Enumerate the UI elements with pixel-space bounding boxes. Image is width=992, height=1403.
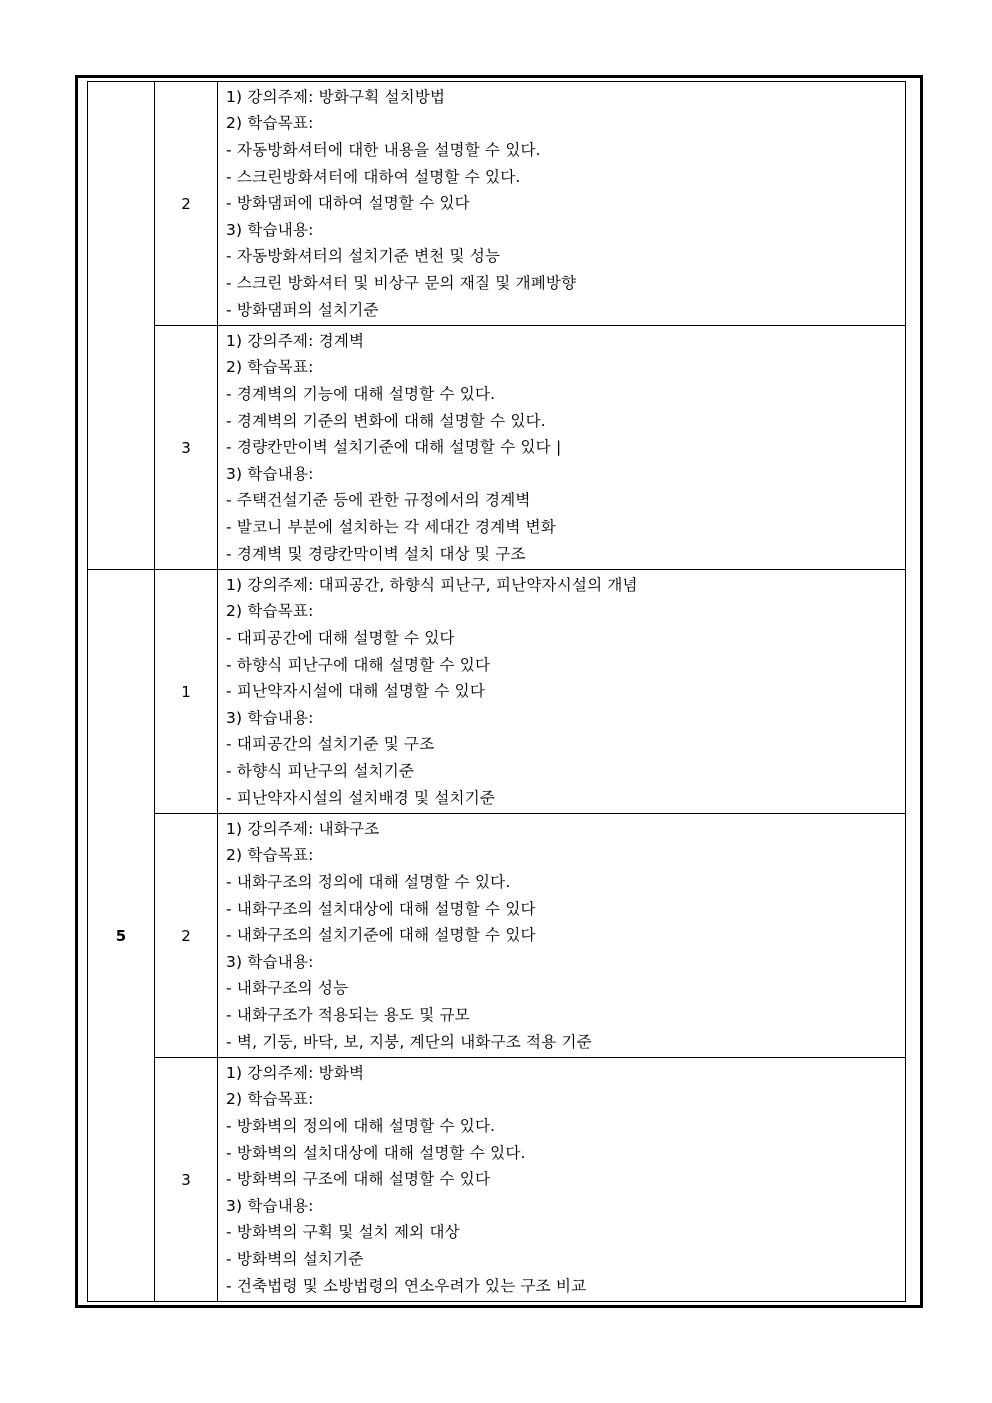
content-line: - 피난약자시설의 설치배경 및 설치기준 [226,788,496,807]
content-line: 2) 학습목표: [226,358,314,377]
syllabus-table-body [88,82,906,1302]
session-number-cell: 2 [155,814,218,1058]
session-content-cell [218,326,906,570]
content-line: 3) 학습내용: [226,708,314,727]
table-row [88,814,906,1058]
week-number-cell: 5 [88,570,155,1302]
content-line: - 내화구조의 설치기준에 대해 설명할 수 있다 [226,926,536,945]
content-line: - 내화구조의 설치대상에 대해 설명할 수 있다 [226,899,536,918]
content-line: - 자동방화셔터에 대한 내용을 설명할 수 있다. [226,141,541,160]
content-line: - 스크린 방화셔터 및 비상구 문의 재질 및 개폐방향 [226,273,577,292]
content-line: - 경계벽의 기준의 변화에 대해 설명할 수 있다. [226,411,546,430]
content-line: - 벽, 기둥, 바닥, 보, 지붕, 계단의 내화구조 적용 기준 [226,1032,592,1051]
syllabus-table [87,81,906,1302]
content-line: 2) 학습목표: [226,1090,314,1109]
content-line: - 경량칸만이벽 설치기준에 대해 설명할 수 있다 | [226,438,562,457]
content-line: - 주택건설기준 등에 관한 규정에서의 경계벽 [226,491,531,510]
content-line: 1) 강의주제: 대피공간, 하향식 피난구, 피난약자시설의 개념 [226,575,638,594]
session-number-cell: 3 [155,1058,218,1302]
session-content-cell [218,82,906,326]
content-line: - 대피공간의 설치기준 및 구조 [226,735,435,754]
content-line: 2) 학습목표: [226,846,314,865]
content-line: - 대피공간에 대해 설명할 수 있다 [226,629,455,648]
document-frame [75,75,923,1308]
content-line: - 방화벽의 구획 및 설치 제외 대상 [226,1223,460,1242]
week-number-cell [88,82,155,570]
content-line: - 발코니 부분에 설치하는 각 세대간 경계벽 변화 [226,517,556,536]
content-line: - 내화구조의 정의에 대해 설명할 수 있다. [226,873,511,892]
content-line: 3) 학습내용: [226,952,314,971]
content-line: 1) 강의주제: 방화벽 [226,1063,365,1082]
content-line: - 내화구조의 성능 [226,979,349,998]
session-number-cell: 1 [155,570,218,814]
content-line: 1) 강의주제: 방화구획 설치방법 [226,87,446,106]
content-line: 3) 학습내용: [226,1196,314,1215]
content-line: - 경계벽의 기능에 대해 설명할 수 있다. [226,385,496,404]
content-line: - 방화벽의 정의에 대해 설명할 수 있다. [226,1117,496,1136]
table-row [88,570,906,814]
content-line: 3) 학습내용: [226,220,314,239]
table-row [88,1058,906,1302]
table-row [88,326,906,570]
content-line: 3) 학습내용: [226,464,314,483]
content-line: - 하향식 피난구에 대해 설명할 수 있다 [226,655,491,674]
content-line: - 방화댐퍼의 설치기준 [226,300,379,319]
content-line: - 방화댐퍼에 대하여 설명할 수 있다 [226,194,470,213]
table-row [88,82,906,326]
session-content-cell [218,570,906,814]
content-line: - 방화벽의 설치기준 [226,1249,364,1268]
content-line: 2) 학습목표: [226,114,314,133]
content-line: - 경계벽 및 경량칸막이벽 설치 대상 및 구조 [226,544,526,563]
content-line: 1) 강의주제: 경계벽 [226,331,365,350]
session-content-cell [218,814,906,1058]
content-line: - 피난약자시설에 대해 설명할 수 있다 [226,682,486,701]
session-content-cell [218,1058,906,1302]
content-line: - 자동방화셔터의 설치기준 변천 및 성능 [226,247,501,266]
content-line: - 방화벽의 구조에 대해 설명할 수 있다 [226,1170,491,1189]
session-number-cell: 2 [155,82,218,326]
content-line: - 하향식 피난구의 설치기준 [226,761,415,780]
content-line: - 스크린방화셔터에 대하여 설명할 수 있다. [226,167,521,186]
content-line: - 방화벽의 설치대상에 대해 설명할 수 있다. [226,1143,526,1162]
content-line: - 건축법령 및 소방법령의 연소우려가 있는 구조 비교 [226,1276,587,1295]
content-line: 2) 학습목표: [226,602,314,621]
content-line: 1) 강의주제: 내화구조 [226,819,380,838]
content-line: - 내화구조가 적용되는 용도 및 규모 [226,1005,470,1024]
session-number-cell: 3 [155,326,218,570]
